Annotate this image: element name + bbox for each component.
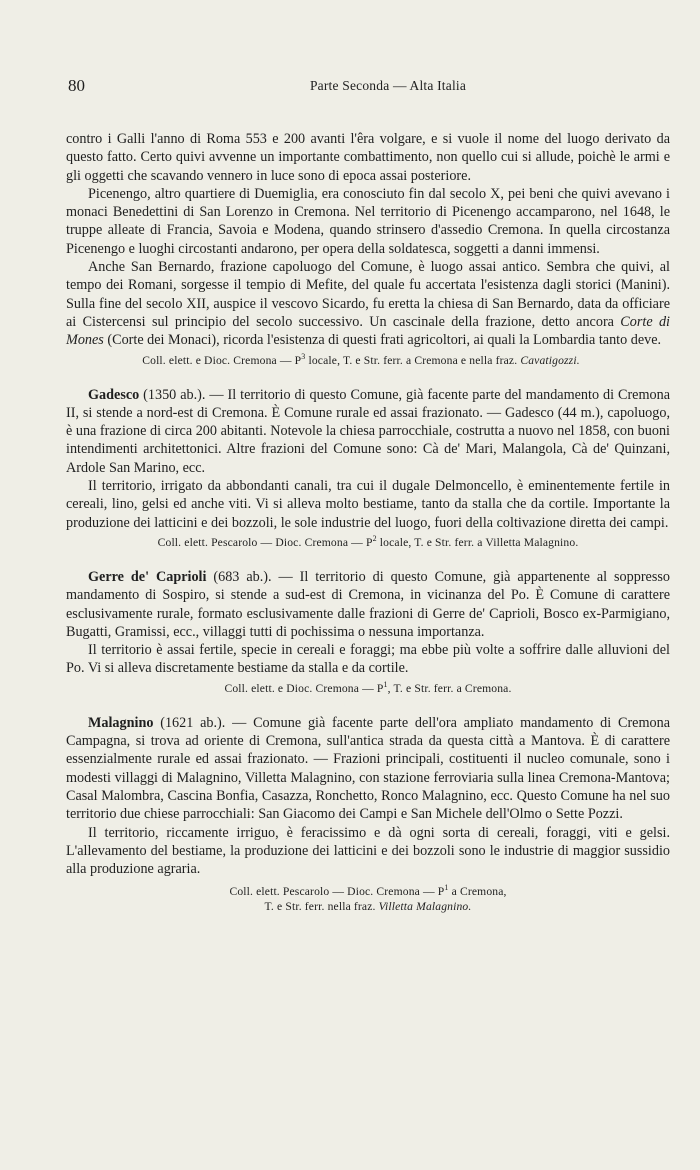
intro-p3-text-a: Anche San Bernardo, frazione capoluogo del Comune, è luogo assai antico. Sembra che quivi, al tempo dei Romani, sorgesse il tempio di Mefite, del quale fu accertata l'esistenza dagli storici (Manini). Sulla fine del secolo XII, auspice il vescovo Sicardo, fu eretta la chiesa di San Bernardo, data da officiare ai Cistercensi sul principio del secolo successivo. Un cascinale della frazione, detto ancora <box>66 259 670 330</box>
entry-malagnino <box>66 714 670 915</box>
entry-gerre-de-caprioli <box>66 568 670 696</box>
intro-note-a: Coll. elett. e Dioc. Cremona — P <box>142 353 302 367</box>
gerre-heading: Gerre de' Caprioli <box>88 568 207 585</box>
malagnino-note1-sup: 1 <box>444 883 449 893</box>
intro-paragraph-2: Picenengo, altro quartiere di Duemiglia, era conosciuto fin dal secolo X, pei beni che quivi avevano i monaci Benedettini di San Lorenzo in Cremona. Nel territorio di Picenengo accamparono, nel 1648, le truppe alleate di Francia, Savoia e Modena, quando strinsero d'assedio Cremona. In quella circostanza Picenengo e luoghi circostanti andarono, per opera della soldatesca, soggetti a danni immensi. <box>66 185 670 257</box>
gerre-note-a: Coll. elett. e Dioc. Cremona — P <box>224 681 384 695</box>
gerre-note <box>66 681 670 696</box>
malagnino-note2-emphasis: Villetta Malagnino. <box>378 900 472 914</box>
gadesco-heading: Gadesco <box>88 386 140 403</box>
malagnino-heading: Malagnino <box>88 714 154 731</box>
intro-p3-text-b: (Corte dei Monaci), ricorda l'esistenza di questi frati agricoltori, ai quali la Lombardia tanto deve. <box>103 332 662 349</box>
gadesco-note-b: locale, T. e Str. ferr. a Villetta Malagnino. <box>376 535 579 549</box>
page-number: 80 <box>68 76 85 95</box>
page-header <box>66 76 670 98</box>
intro-paragraph-1: contro i Galli l'anno di Roma 553 e 200 avanti l'êra volgare, e si vuole il nome del luogo derivato da questo fatto. Certo quivi avvenne un importante combattimento, non quello cui si allude, poichè le armi e gli oggetti che scavando vennero in luce sono di epoca assai posteriore. <box>66 131 670 184</box>
intro-note-b: locale, T. e Str. ferr. a Cremona e nella fraz. <box>305 353 521 367</box>
malagnino-note1-b: a Cremona, <box>448 885 507 899</box>
gerre-p1-text: (683 ab.). — Il territorio di questo Comune, già appartenente al soppresso mandamento di Sospiro, si stende a sud-est di Cremona, in vicinanza del Po. È Comune di carattere esclusivamente rurale, formato esclusivamente dalle frazioni di Gerre de' Caprioli, Bosco ex-Parmigiano, Bugatti, Gramissi, ecc., villaggi tutti di pochissima o nessuna importanza. <box>66 568 670 640</box>
intro-note <box>52 353 670 368</box>
gerre-note-b: , T. e Str. ferr. a Cremona. <box>387 681 512 695</box>
entry-gadesco <box>66 386 670 550</box>
intro-note-emphasis: Cavatigozzi. <box>520 353 580 367</box>
gadesco-note-a: Coll. elett. Pescarolo — Dioc. Cremona — P <box>157 535 373 549</box>
intro-paragraph-3 <box>66 258 670 349</box>
gadesco-note-sup: 2 <box>372 534 377 544</box>
malagnino-note-line-2 <box>66 899 670 914</box>
gadesco-p1-text: (1350 ab.). — Il territorio di questo Comune, già facente parte del mandamento di Cremona II, si stende a nord-est di Cremona. È Comune rurale ed assai frazionato. — Gadesco (44 m.), capoluogo, è una frazione di circa 200 abitanti. Notevole la chiesa parrocchiale, costrutta a nuovo nel 1858, con buoni intendimenti architettonici. Altre frazioni del Comune sono: Cà de' Mari, Malangola, Cà de' Quinzani, Ardole San Marino, ecc. <box>66 386 670 476</box>
gerre-note-sup: 1 <box>383 679 388 689</box>
malagnino-note1-a: Coll. elett. Pescarolo — Dioc. Cremona — P <box>229 885 445 899</box>
gerre-paragraph-2: Il territorio è assai fertile, specie in cereali e foraggi; ma ebbe più volte a soffrire dalle alluvioni del Po. Vi si alleva discretamente bestiame da stalla e da cortile. <box>66 642 670 677</box>
gadesco-paragraph-2: Il territorio, irrigato da abbondanti canali, tra cui il dugale Delmoncello, è eminentemente fertile in cereali, lino, gelsi ed anche viti. Vi si alleva molto bestiame, tanto da stalla che da cortile. Importante la produzione dei latticini e dei bozzoli, le sole industrie del luogo, fuori della coltivazione diretta dei campi. <box>66 478 670 531</box>
malagnino-note2-a: T. e Str. ferr. nella fraz. <box>264 900 379 914</box>
malagnino-paragraph-1 <box>66 714 670 824</box>
malagnino-note-line-1 <box>66 884 670 899</box>
malagnino-paragraph-2: Il territorio, riccamente irriguo, è feracissimo e dà ogni sorta di cereali, foraggi, viti e gelsi. L'allevamento del bestiame, la produzione dei latticini e dei bozzoli sono le industrie di maggior sussidio alla produzione agraria. <box>66 824 670 878</box>
running-head: Parte Seconda — Alta Italia <box>309 78 467 93</box>
intro-note-sup: 3 <box>301 351 306 361</box>
gadesco-paragraph-1 <box>66 386 670 477</box>
intro-p3-emphasis: Corte di Mones <box>66 313 670 349</box>
gadesco-note <box>66 535 670 550</box>
gerre-paragraph-1 <box>66 568 670 641</box>
malagnino-p1-text: (1621 ab.). — Comune già facente parte dell'ora ampliato mandamento di Cremona Campagna, si trova ad oriente di Cremona, sull'antica strada da questa città a Mantova. È di carattere essenzialmente rurale ed assai frazionato. — Frazioni principali, costituenti il nucleo comunale, sono i modesti villaggi di Malagnino, Villetta Malagnino, con stazione ferroviaria sulla linea Cremona-Mantova; Casal Malombra, Cascina Bonfia, Casazza, Ronchetto, Ronco Malagnino, ecc. Questo Comune ha nel suo territorio due chiese parrocchiali: San Giacomo dei Campi e San Michele dell'Olmo o Sette Pozzi. <box>66 714 670 823</box>
page-body <box>66 130 670 914</box>
